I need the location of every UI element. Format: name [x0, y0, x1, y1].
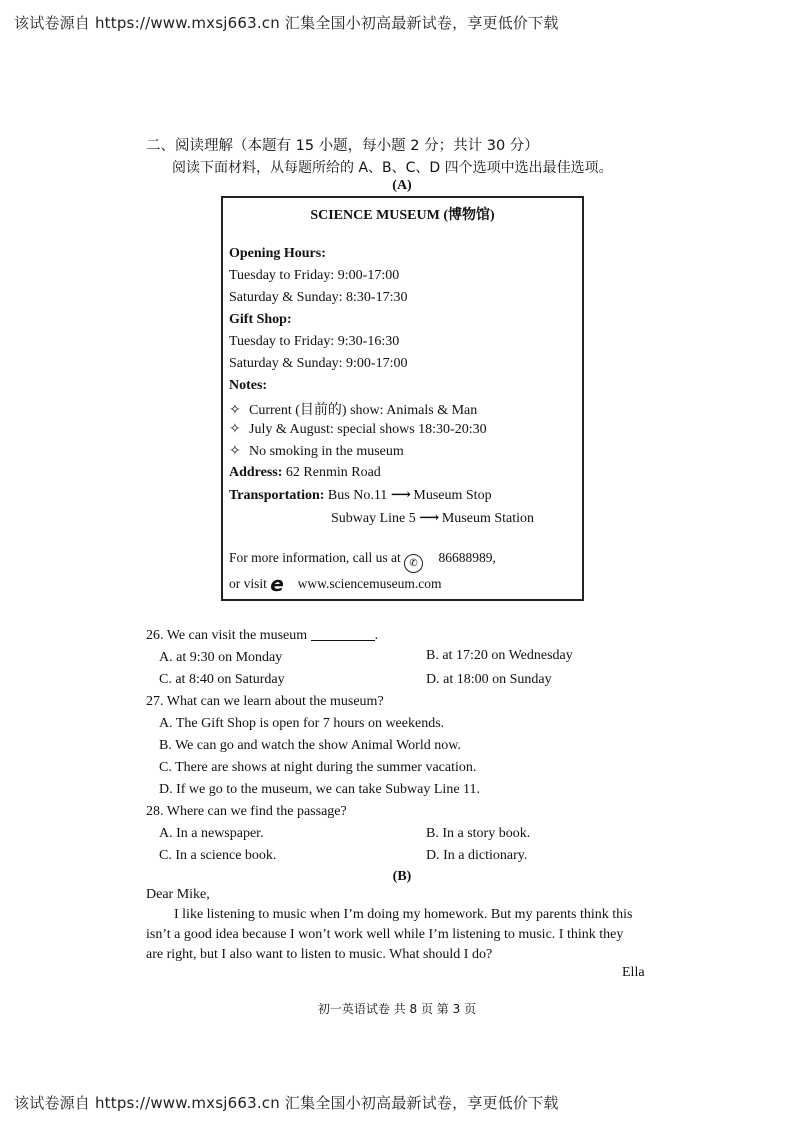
letter-line-2: isn’t a good idea because I won’t work well while I’m listening to music. I think they: [146, 927, 624, 942]
note-item: [229, 421, 487, 438]
q28-option-b: B. In a story book.: [426, 826, 531, 841]
phone-icon: ✆: [404, 554, 423, 573]
address-label: Address:: [229, 465, 283, 480]
note-item: [229, 443, 404, 460]
diamond-bullet-icon: ✧: [229, 403, 241, 418]
notice-title: SCIENCE MUSEUM (博物馆): [310, 208, 495, 223]
arrow-right-icon: ⟶: [419, 511, 439, 526]
diamond-bullet-icon: ✧: [229, 422, 241, 437]
part-b-label: (B): [392, 869, 412, 884]
q26-option-c: C. at 8:40 on Saturday: [159, 672, 285, 687]
note-text: No smoking in the museum: [249, 444, 404, 459]
gift-shop-weekday: Tuesday to Friday: 9:30-16:30: [229, 334, 400, 349]
q27-option-b: B. We can go and watch the show Animal World now.: [159, 738, 461, 753]
internet-explorer-icon: e: [270, 572, 284, 596]
q26-option-b: B. at 17:20 on Wednesday: [426, 648, 573, 663]
phone-number: 86688989,: [438, 550, 496, 565]
gift-shop-label: Gift Shop:: [229, 312, 292, 327]
opening-hours-label: Opening Hours:: [229, 246, 326, 261]
bottom-source-banner: 该试卷源自 https://www.mxsj663.cn 汇集全国小初高最新试卷，享更低价下载: [14, 1094, 559, 1112]
q28-option-d: D. In a dictionary.: [426, 848, 528, 863]
q28-option-a: A. In a newspaper.: [159, 826, 264, 841]
note-item: [229, 399, 477, 419]
top-source-banner: 该试卷源自 https://www.mxsj663.cn 汇集全国小初高最新试卷，享更低价下载: [14, 14, 559, 32]
address-value: 62 Renmin Road: [285, 465, 381, 480]
note-text: Current (目前的) show: Animals & Man: [249, 403, 478, 418]
letter-signature: Ella: [622, 965, 645, 980]
website-url: www.sciencemuseum.com: [297, 576, 442, 591]
opening-hours-weekend: Saturday & Sunday: 8:30-17:30: [229, 290, 408, 305]
question-text: 26. We can visit the museum: [146, 628, 308, 643]
visit-text: or visit: [229, 576, 267, 591]
address-line: [229, 465, 381, 481]
subway-line: Subway Line 5: [331, 511, 416, 526]
letter-greeting: Dear Mike,: [146, 887, 210, 902]
letter-line-3: are right, but I also want to listen to music. What should I do?: [146, 947, 493, 962]
bus-destination: Museum Stop: [413, 488, 492, 503]
question-end-mark: .: [374, 628, 379, 643]
diamond-bullet-icon: ✧: [229, 444, 241, 459]
transport-subway-line: [331, 510, 534, 527]
call-text: For more information, call us at: [229, 550, 401, 565]
part-a-label: (A): [392, 178, 412, 193]
section-title: 二、阅读理解（本题有 15 小题，每小题 2 分；共计 30 分）: [146, 138, 539, 154]
contact-web-line: [229, 572, 441, 596]
opening-hours-weekday: Tuesday to Friday: 9:00-17:00: [229, 268, 400, 283]
question-27-stem: 27. What can we learn about the museum?: [146, 694, 384, 709]
note-text: July & August: special shows 18:30-20:30: [249, 422, 487, 437]
answer-blank: [311, 628, 375, 641]
q26-option-a: A. at 9:30 on Monday: [159, 650, 283, 665]
subway-destination: Museum Station: [441, 511, 535, 526]
q28-option-c: C. In a science book.: [159, 848, 277, 863]
q26-option-d: D. at 18:00 on Sunday: [426, 672, 552, 687]
arrow-right-icon: ⟶: [390, 488, 410, 503]
q27-option-d: D. If we go to the museum, we can take Subway Line 11.: [159, 782, 481, 797]
bus-number: Bus No.11: [327, 488, 388, 503]
q27-option-c: C. There are shows at night during the summer vacation.: [159, 760, 477, 775]
page-footer: 初一英语试卷 共 8 页 第 3 页: [317, 1002, 477, 1016]
q27-option-a: A. The Gift Shop is open for 7 hours on weekends.: [159, 716, 445, 731]
section-instructions: 阅读下面材料，从每题所给的 A、B、C、D 四个选项中选出最佳选项。: [172, 160, 613, 176]
transport-label: Transportation:: [229, 488, 325, 503]
transport-bus-line: [229, 487, 492, 504]
notes-label: Notes:: [229, 378, 268, 393]
letter-line-1: I like listening to music when I’m doing my homework. But my parents think this: [174, 907, 633, 922]
museum-notice-box: [221, 196, 584, 601]
gift-shop-weekend: Saturday & Sunday: 9:00-17:00: [229, 356, 408, 371]
contact-phone-line: [229, 550, 496, 573]
question-28-stem: 28. Where can we find the passage?: [146, 804, 347, 819]
question-26-stem: [146, 628, 378, 644]
